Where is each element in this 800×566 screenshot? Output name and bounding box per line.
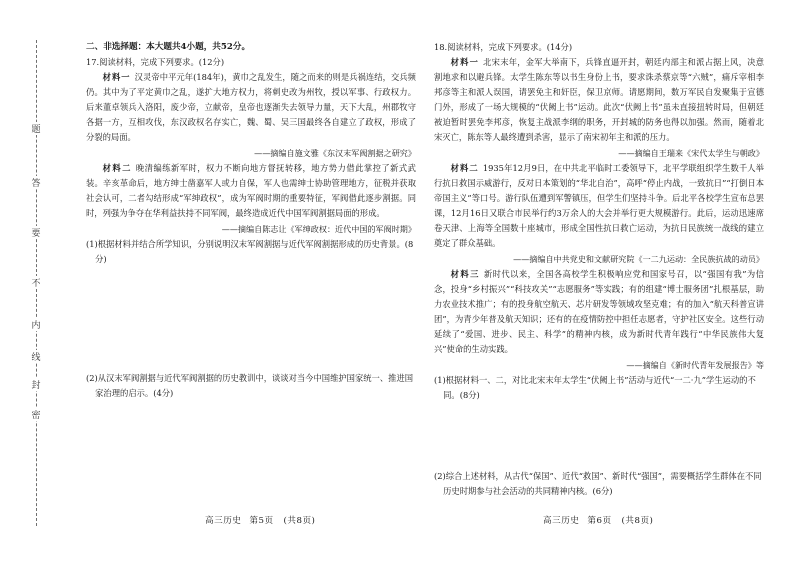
binding-char: 要 (28, 226, 44, 239)
footer-total-pages: (共8页) (283, 516, 316, 526)
binding-char: 密 (28, 408, 44, 421)
material-label: 材料一 (450, 57, 480, 67)
footer-title: 高三历史 (205, 516, 242, 526)
q17-material-2-source: ——摘编自陈志让《军绅政权：近代中国的军阀时期》 (221, 224, 416, 234)
material-text: 新时代以来，全国各高校学生积极响应党和国家号召，以“强国有我”为信念，投身“乡村振兴”“科技攻关”“志愿服务”等实践；有的组建“博士服务团”扎根基层，助力农业技术推广；有的投身航空航天、芯片研发等领域攻坚克难；有的加入“航天科普宣讲团”，为青少年普及航天知识；还有的在疫情防控中担任志愿者，守护社区安全。这些行动延续了“爱国、进步、民主、科学”的精神内核，成为新时代青年践行“中华民族伟大复兴”使命的生动实践。 (434, 269, 764, 354)
q17-question-1: (1)根据材料并结合所学知识，分别说明汉末军阀割据与近代军阀割据形成的历史背景。(8分) (86, 239, 414, 264)
binding-char: 不 (28, 276, 44, 289)
q18-material-2-source: ——摘编自中共党史和文献研究院《一二九运动：全民族抗战的动员》 (513, 254, 764, 264)
right-page (434, 40, 764, 499)
q17-material-1-source: ——摘编自施文雅《东汉末军阀割据之研究》 (254, 148, 416, 158)
q18-material-3 (434, 267, 764, 357)
page-footer-left (205, 514, 315, 526)
q18-question-1: (1)根据材料一、二，对比北宋末年太学生“伏阙上书”活动与近代“一二·九”学生运动的不同。(8分) (434, 375, 756, 400)
section-title: 二、非选择题：本大题共4小题，共52分。 (86, 42, 251, 52)
footer-page-number: 第5页 (249, 516, 274, 526)
binding-char: 题 (28, 122, 44, 135)
q18-material-2 (434, 161, 764, 251)
binding-char: 答 (28, 176, 44, 189)
question-18-heading: 18.阅读材料，完成下列要求。(14分) (434, 42, 573, 52)
q17-question-2: (2)从汉末军阀割据与近代军阀割据的历史教训中，谈谈对当今中国维护国家统一、推进国家治理的启示。(4分) (86, 373, 414, 398)
footer-title: 高三历史 (543, 516, 580, 526)
material-text: 北宋末年，金军大举南下，兵锋直逼开封，朝廷内部主和派占据上风，决意割地求和以避兵锋。太学生陈东等以书生身份上书，要求诛杀蔡京等“六贼”，痛斥宰相李邦彦等主和派人误国，请罢免主和奸臣，保卫京师。请愿期间，数万军民自发聚集于宣德门外，形成了一场大规模的“伏阙上书”运动。此次“伏阙上书”虽未直接扭转时局，但朝廷被迫暂时罢免李邦彦，恢复主战派李纲的职务，开封城的防务也得以加强。然而，随着北宋灭亡，陈东等人最终遭到杀害，显示了南宋初年主和派的压力。 (434, 57, 764, 142)
q18-material-1-source: ——摘编自王瑞来《宋代太学生与朝政》 (618, 148, 764, 158)
q17-material-1 (86, 70, 416, 145)
answer-space[interactable] (86, 267, 416, 371)
footer-total-pages: (共8页) (621, 516, 654, 526)
page-footer-right (543, 514, 653, 526)
binding-char: 线 (28, 350, 44, 363)
material-text: 汉灵帝中平元年(184年)，黄巾之乱发生，随之而来的则是兵祸连结，交兵频仍。其中为了平定黄巾之乱，遂扩大地方权力，将刺史改为州牧，授以军事、行政权力。后来董卓领兵入洛阳，废少帝，立献帝，皇帝也逐渐失去领导力量，天下大乱，州郡牧守各据一方，互相攻伐，东汉政权名存实亡，魏、蜀、吴三国最终各自建立了政权，形成了分裂的局面。 (86, 72, 416, 142)
binding-char: 封 (28, 378, 44, 391)
material-label: 材料一 (102, 72, 131, 82)
binding-char: 内 (28, 318, 44, 331)
q17-material-2 (86, 161, 416, 221)
material-label: 材料二 (450, 163, 479, 173)
material-text: 晚清编练新军时，权力不断向地方督抚转移，地方势力借此掌控了新式武装。辛亥革命后，地方绅士凿嘉军人或力自保，军人也需绅士协助管理地方，征税并获取社会认可，二者勾结形成“军绅政权”，成为军阀时期的重要特征，军阀借此逐步割据。同时，列强为争夺在华利益扶持不同军阀，最终造成近代中国军阀割据局面的形成。 (86, 163, 416, 218)
left-page (86, 40, 416, 401)
q18-question-2: (2)综合上述材料，从古代“保国”、近代“救国”、新时代“强国”，需要概括学生群体在不同历史时期参与社会活动的共同精神内核。(6分) (434, 471, 762, 496)
footer-page-number: 第6页 (587, 516, 612, 526)
question-17-heading: 17.阅读材料，完成下列要求。(12分) (86, 57, 225, 67)
binding-strip (0, 0, 58, 566)
answer-space[interactable] (434, 403, 764, 469)
material-label: 材料三 (450, 269, 480, 279)
q18-material-3-source: ——摘编自《新时代青年发展报告》等 (626, 360, 764, 370)
q18-material-1 (434, 55, 764, 145)
material-label: 材料二 (102, 163, 132, 173)
material-text: 1935年12月9日，在中共北平临时工委领导下，北平学联组织学生数千人举行抗日救国示威游行，反对日本策划的“华北自治”，高呼“停止内战，一致抗日”“打倒日本帝国主义”等口号。游行队伍遭到军警镇压，但学生们坚持斗争。后北平各校学生宣布总罢课，12月16日又联合市民举行约3万余人的大会并举行更大规模游行。此后，运动迅速席卷天津、上海等全国数十座城市，形成全国性抗日救亡运动，为抗日民族统一战线的建立奠定了群众基础。 (434, 163, 764, 248)
